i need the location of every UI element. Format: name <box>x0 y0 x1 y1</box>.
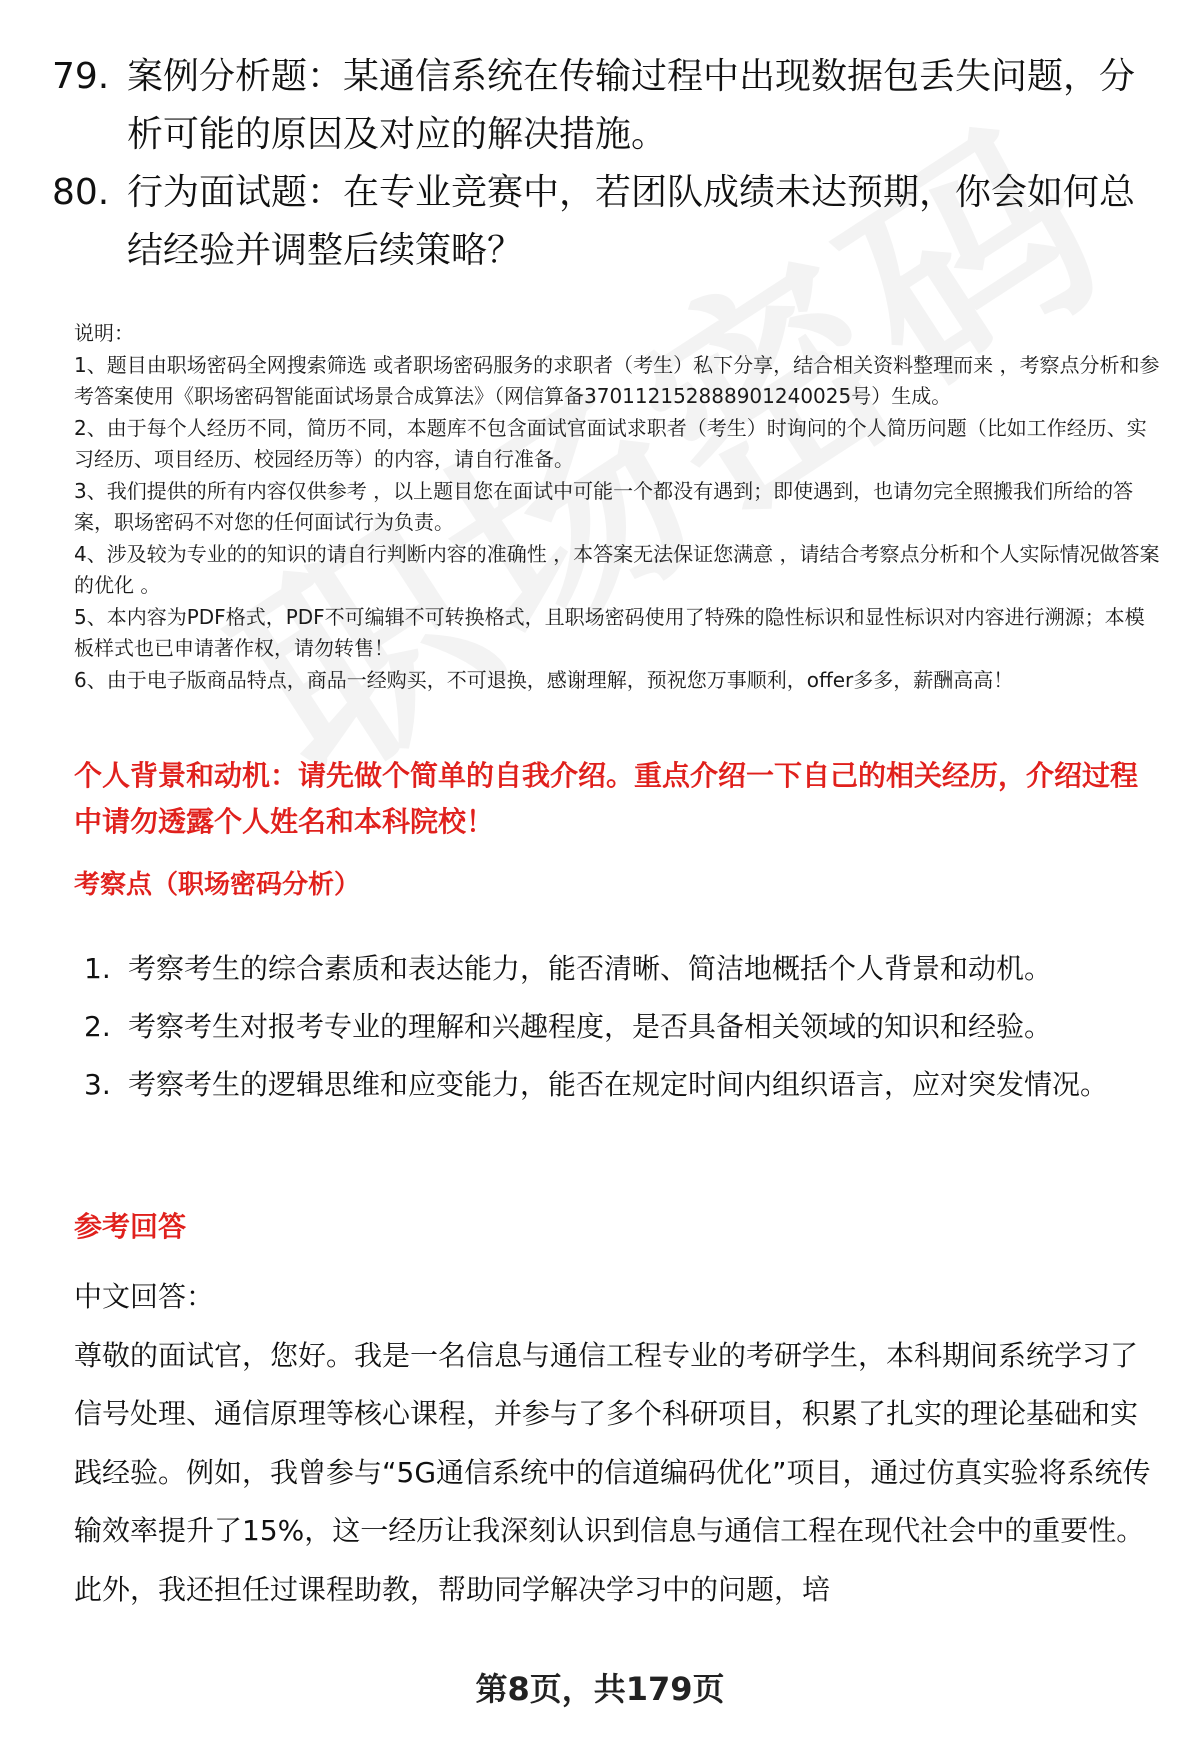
point-number: 2. <box>84 1010 111 1043</box>
point-text: 考察考生对报考专业的理解和兴趣程度，是否具备相关领域的知识和经验。 <box>128 1010 1053 1043</box>
question-number: 79. <box>52 56 110 97</box>
note-item: 5、本内容为PDF格式，PDF不可编辑不可转换格式，且职场密码使用了特殊的隐性标识和显性标识对内容进行溯源；本模板样式也已申请著作权，请勿转售！ <box>74 604 1145 660</box>
question-number: 80. <box>52 172 110 213</box>
notes-title: 说明： <box>74 321 134 345</box>
point-number: 1. <box>84 952 111 985</box>
reference-heading: 参考回答 <box>74 1210 187 1243</box>
kaocha-point <box>74 1056 1134 1114</box>
note-item: 3、我们提供的所有内容仅供参考 ，以上题目您在面试中可能一个都没有遇到；即使遇到，也请勿完全照搬我们所给的答案，职场密码不对您的任何面试行为负责。 <box>74 478 1134 534</box>
note-item: 4、涉及较为专业的的知识的请自行判断内容的准确性 ，本答案无法保证您满意 ，请结合考察点分析和个人实际情况做答案的优化 。 <box>74 541 1160 597</box>
reference-answer <box>74 1268 1154 1619</box>
question-79 <box>52 48 1142 164</box>
note-item: 1、题目由职场密码全网搜索筛选 或者职场密码服务的求职者（考生）私下分享，结合相关资料整理而来 ，考察点分析和参考答案使用《职场密码智能面试场景合成算法》（网信算备370112152888901240025号）生成。 <box>74 352 1160 408</box>
page-footer: 第8页，共179页 <box>475 1670 725 1708</box>
point-text: 考察考生的综合素质和表达能力，能否清晰、简洁地概括个人背景和动机。 <box>128 952 1053 985</box>
note-item: 6、由于电子版商品特点，商品一经购买，不可退换，感谢理解，预祝您万事顺利，offer多多，薪酬高高！ <box>74 667 1014 692</box>
kaocha-point <box>74 998 1134 1056</box>
answer-label: 中文回答： <box>74 1280 215 1313</box>
question-text: 行为面试题：在专业竞赛中，若团队成绩未达预期，你会如何总结经验并调整后续策略？ <box>127 172 1136 271</box>
point-text: 考察考生的逻辑思维和应变能力，能否在规定时间内组织语言，应对突发情况。 <box>128 1068 1109 1101</box>
kaocha-heading: 考察点（职场密码分析） <box>74 870 361 900</box>
kaocha-points <box>74 940 1134 1114</box>
kaocha-point <box>74 940 1134 998</box>
interview-question: 个人背景和动机：请先做个简单的自我介绍。重点介绍一下自己的相关经历，介绍过程中请勿透露个人姓名和本科院校！ <box>74 759 1139 838</box>
notes-section <box>74 318 1164 696</box>
point-number: 3. <box>84 1068 111 1101</box>
question-80 <box>52 164 1142 280</box>
answer-body: 尊敬的面试官，您好。我是一名信息与通信工程专业的考研学生，本科期间系统学习了信号处理、通信原理等核心课程，并参与了多个科研项目，积累了扎实的理论基础和实践经验。例如，我曾参与“5G通信系统中的信道编码优化”项目，通过仿真实验将系统传输效率提升了15%，这一经历让我深刻认识到信息与通信工程在现代社会中的重要性。此外，我还担任过课程助教，帮助同学解决学习中的问题，培 <box>74 1338 1151 1606</box>
note-item: 2、由于每个人经历不同，简历不同，本题库不包含面试官面试求职者（考生）时询问的个人简历问题（比如工作经历、实习经历、项目经历、校园经历等）的内容，请自行准备。 <box>74 415 1147 471</box>
question-text: 案例分析题：某通信系统在传输过程中出现数据包丢失问题，分析可能的原因及对应的解决措施。 <box>127 56 1136 155</box>
